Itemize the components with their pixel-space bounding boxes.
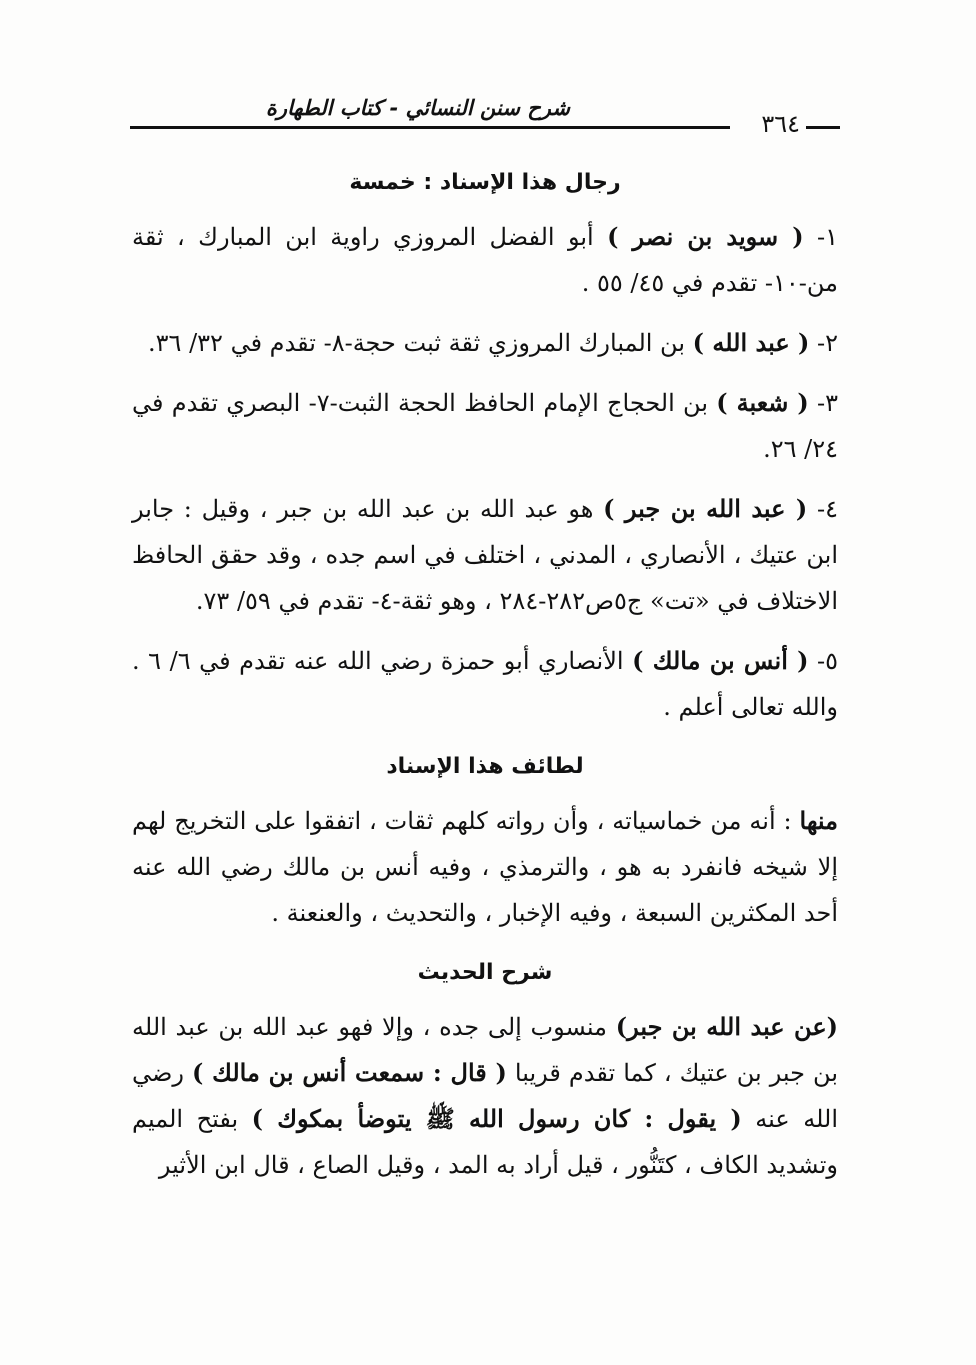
narrator-name: ( أنس بن مالك ) (632, 646, 809, 675)
sharh-heading: شرح الحديث (417, 960, 553, 985)
sharh-bold-2: ( قال : سمعت أنس بن مالك ) (192, 1058, 507, 1087)
narrator-text: بن المبارك المروزي ثقة ثبت حجة-٨- تقدم في ٣٢/ ٣٦. (148, 329, 693, 357)
sharh-text-2: رضي الله عنه (132, 1059, 839, 1133)
sharh-bold-1: (عن عبد الله بن جبر) (615, 1012, 839, 1041)
sharh-bold-3: ( يقول : كان رسول الله ﷺ يتوضأ بمكوك ) (251, 1104, 742, 1133)
item-number: ٣- (808, 389, 839, 417)
item-number: ٢- (809, 329, 838, 357)
narrator-name: ( عبد الله بن جبر ) (603, 494, 808, 523)
narrator-name: ( سويد بن نصر ) (607, 222, 804, 251)
narrator-text: أبو الفضل المروزي راوية ابن المبارك ، ثقة من-١٠- تقدم في ٤٥/ ٥٥ . (132, 223, 838, 297)
item-number: ٤- (807, 495, 838, 523)
narrator-3 (132, 380, 838, 472)
sharh-paragraph (132, 1004, 838, 1188)
narrator-name: ( شعبة ) (716, 388, 809, 417)
lataif-heading: لطائف هذا الإسناد (386, 754, 584, 779)
page-number: ٣٦٤ (761, 110, 800, 138)
lataif-lead: منها (799, 806, 838, 835)
narrator-text: بن الحجاج الإمام الحافظ الحجة الثبت-٧- البصري تقدم في ٢٤/ ٢٦. (132, 389, 838, 463)
running-title: شرح سنن النسائي - كتاب الطهارة (265, 96, 570, 120)
header-rule (130, 126, 730, 129)
narrator-text: الأنصاري أبو حمزة رضي الله عنه تقدم في ٦/ ٦ . والله تعالى أعلم . (132, 647, 838, 721)
item-number: ١- (803, 223, 838, 251)
lataif-paragraph (132, 798, 838, 936)
narrator-4 (132, 486, 838, 624)
page-number-dash (806, 126, 840, 129)
page-header (120, 96, 840, 136)
lataif-text: : أنه من خماسياته ، وأن رواته كلهم ثقات ، اتفقوا على التخريج لهم إلا شيخه فانفرد به هو ، والترمذي ، وفيه أنس بن مالك رضي الله عنه أحد المكثرين السبعة ، وفيه الإخبار ، والتحديث ، والعنعنة . (132, 807, 838, 927)
page-body (132, 160, 838, 1202)
sharh-text-3: بفتح الميم وتشديد الكاف ، كتَنُّور ، قيل أراد به المد ، وقيل الصاع ، قال ابن الأثير (132, 1105, 838, 1179)
narrator-text: هو عبد الله بن عبد الله بن جبر ، وقيل : جابر ابن عتيك ، الأنصاري ، المدني ، اختلف في اسم جده ، وقد حقق الحافظ الاختلاف في «تت» ج٥ص٢٨٢-٢٨٤ ، وهو ثقة-٤- تقدم في ٥٩/ ٧٣. (132, 495, 838, 615)
narrator-5 (132, 638, 838, 730)
item-number: ٥- (808, 647, 838, 675)
narrator-1 (132, 214, 838, 306)
narrator-name: ( عبد الله ) (692, 328, 810, 357)
rijal-heading: رجال هذا الإسناد : خمسة (349, 170, 621, 195)
narrator-2 (132, 320, 838, 366)
sharh-text-1: منسوب إلى جده ، وإلا فهو عبد الله بن عبد الله بن جبر بن عتيك ، كما تقدم قريبا (132, 1013, 838, 1087)
